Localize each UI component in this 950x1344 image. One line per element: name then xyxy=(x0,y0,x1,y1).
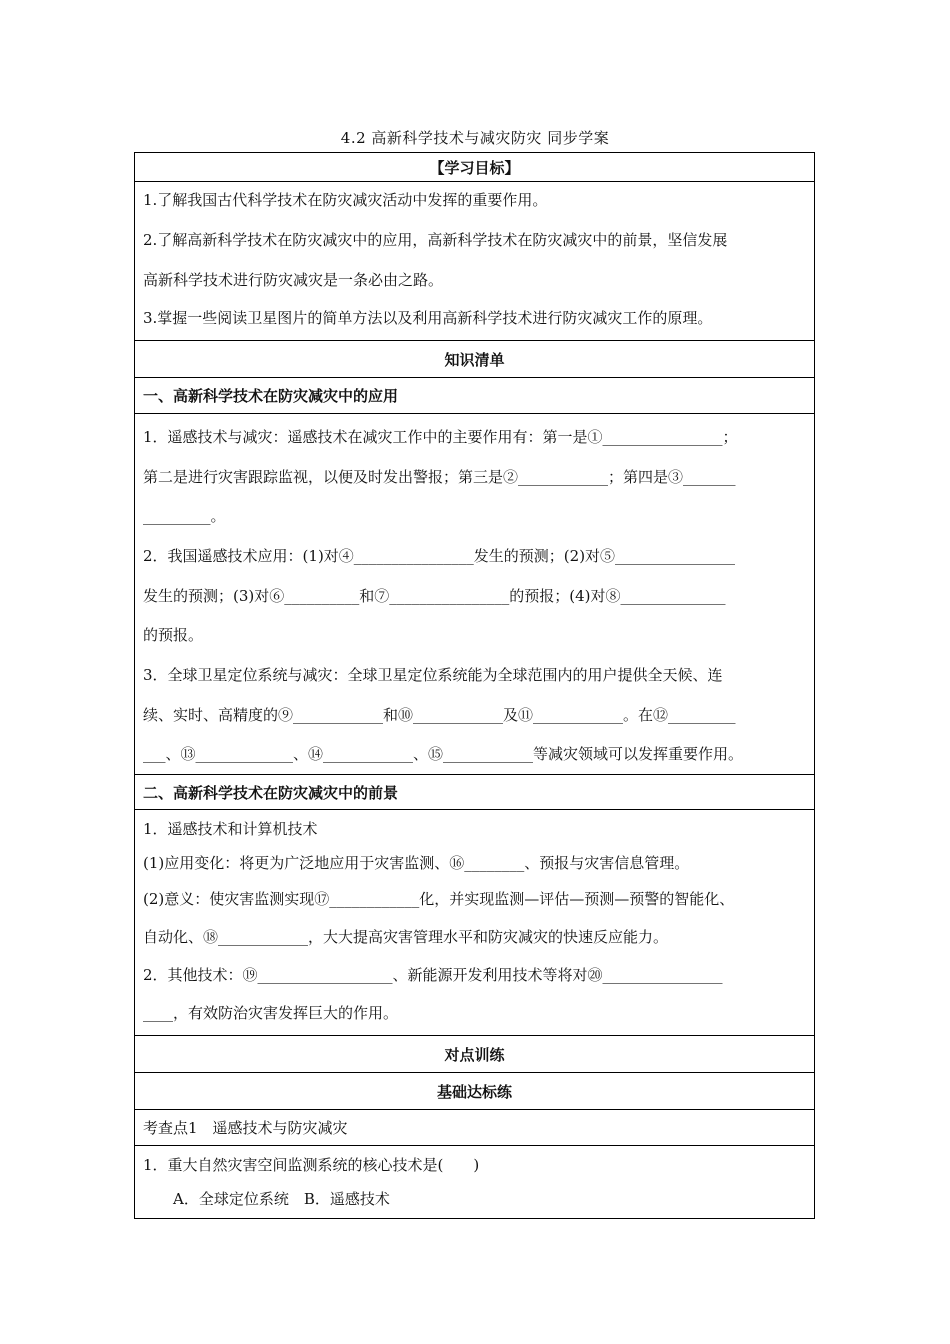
section2-line-1: 1．遥感技术和计算机技术 xyxy=(143,820,318,838)
basic-practice-heading: 基础达标练 xyxy=(135,1072,814,1109)
training-heading: 对点训练 xyxy=(135,1035,814,1072)
section1-line-2: 第二是进行灾害跟踪监视，以便及时发出警报；第三是②____________；第四是③_______ xyxy=(143,467,736,486)
section2-line-6: ____，有效防治灾害发挥巨大的作用。 xyxy=(143,1004,399,1022)
checkpoint-1: 考查点1 遥感技术与防灾减灾 xyxy=(135,1109,814,1145)
section2-line-5: 2．其他技术：⑲__________________、新能源开发利用技术等将对⑳________________ xyxy=(143,966,723,984)
section2-content xyxy=(135,809,814,1035)
study-plan-table xyxy=(134,152,815,1219)
goal-line-3: 高新科学技术进行防灾减灾是一条必由之路。 xyxy=(143,271,444,289)
question-1-stem: 1．重大自然灾害空间监测系统的核心技术是( ) xyxy=(143,1156,480,1174)
question-1-options: A．全球定位系统 B．遥感技术 xyxy=(173,1190,390,1208)
section1-content xyxy=(135,413,814,774)
goal-line-2: 2.了解高新科学技术在防灾减灾中的应用，高新科学技术在防灾减灾中的前景，坚信发展 xyxy=(143,231,728,249)
section2-title: 二、高新科学技术在防灾减灾中的前景 xyxy=(135,774,814,809)
section1-line-7: 3．全球卫星定位系统与减灾：全球卫星定位系统能为全球范围内的用户提供全天候、连 xyxy=(143,666,723,685)
section1-line-3: _________。 xyxy=(143,507,226,526)
knowledge-heading: 知识清单 xyxy=(135,340,814,377)
section2-line-4: 自动化、⑱____________，大大提高灾害管理水平和防灾减灾的快速反应能力。 xyxy=(143,928,669,946)
goal-line-4: 3.掌握一些阅读卫星图片的简单方法以及利用高新科学技术进行防灾减灾工作的原理。 xyxy=(143,309,713,327)
goal-line-1: 1.了解我国古代科学技术在防灾减灾活动中发挥的重要作用。 xyxy=(143,191,548,209)
section1-line-1: 1．遥感技术与减灾：遥感技术在减灾工作中的主要作用有：第一是①________________； xyxy=(143,428,738,446)
learning-goals-content xyxy=(135,181,814,340)
learning-goals-heading: 【学习目标】 xyxy=(429,158,520,177)
section1-line-9: ___、⑬_____________、⑭____________、⑮____________等减灾领域可以发挥重要作用。 xyxy=(143,745,744,764)
document-title: 4.2 高新科学技术与减灾防灾 同步学案 xyxy=(340,129,610,147)
section1-line-6: 的预报。 xyxy=(143,626,204,645)
section2-line-2: (1)应用变化：将更为广泛地应用于灾害监测、⑯________、预报与灾害信息管理。 xyxy=(143,854,690,872)
section2-line-3: (2)意义：使灾害监测实现⑰____________化，并实现监测—评估—预测—预警的智能化、 xyxy=(143,890,735,908)
section1-line-8: 续、实时、高精度的⑨____________和⑩____________及⑪____________。在⑫_________ xyxy=(143,705,736,724)
section1-line-4: 2．我国遥感技术应用：(1)对④________________发生的预测；(2)对⑤________________ xyxy=(143,547,736,566)
question-1 xyxy=(135,1145,814,1218)
section1-title: 一、高新科学技术在防灾减灾中的应用 xyxy=(135,377,814,413)
section1-line-5: 发生的预测；(3)对⑥__________和⑦________________的预报；(4)对⑧______________ xyxy=(143,586,726,605)
